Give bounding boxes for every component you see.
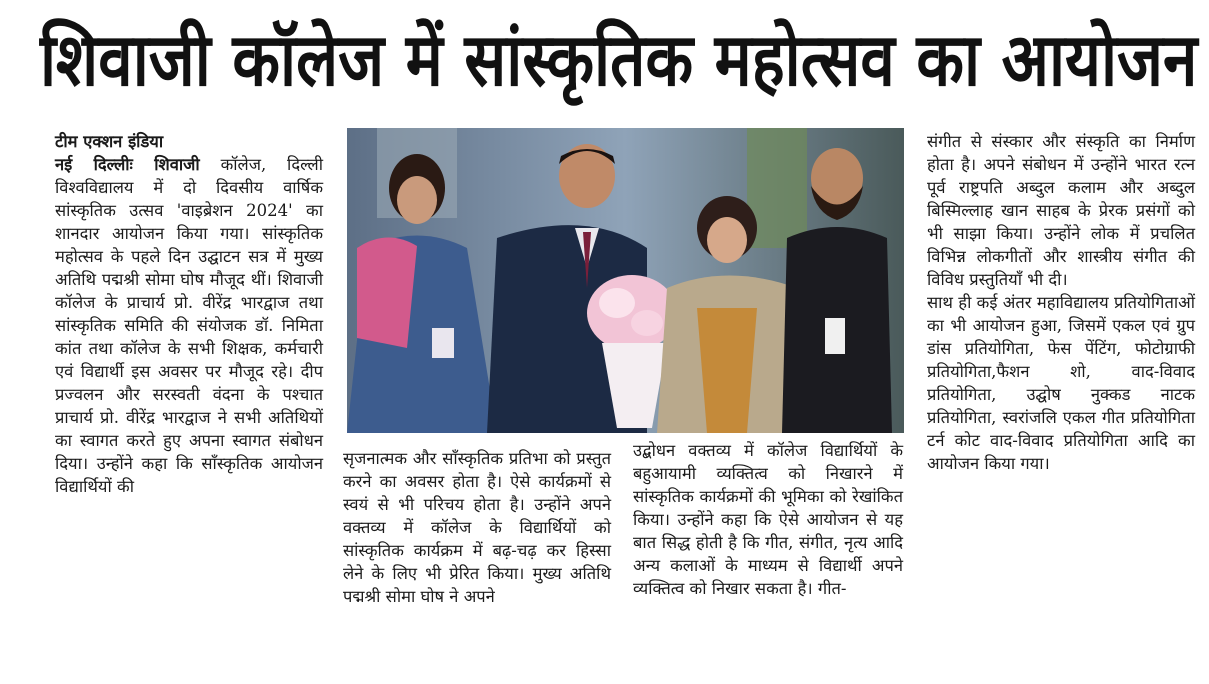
- column-3-text: उद्बोधन वक्तव्य में कॉलेज विद्यार्थियों के बहुआयामी व्यक्तित्व को निखारने में सांस्कृतिक कार्यक्रमों की भूमिका को रेखांकित किया। उन्होंने कहा कि ऐसे आयोजन से यह बात सिद्ध होती है कि गीत, संगीत, नृत्य आदि अन्य कलाओं के माध्यम से विद्यार्थी अपने व्यक्तित्व को निखार सकता है। गीत-: [633, 441, 903, 598]
- article-column-4: [927, 130, 1195, 475]
- column-1-text: कॉलेज, दिल्ली विश्वविद्यालय में दो दिवसीय वार्षिक सांस्कृतिक उत्सव 'वाइब्रेशन 2024' का शानदार आयोजन किया गया। सांस्कृतिक महोत्सव के पहले दिन उद्घाटन सत्र में मुख्य अतिथि पद्मश्री सोमा घोष मौजूद थीं। शिवाजी कॉलेज के प्राचार्य प्रो. वीरेंद्र भारद्वाज तथा सांस्कृतिक समिति की संयोजक डॉ. निमिता कांत तथा कॉलेज के सभी शिक्षक, कर्मचारी एवं विद्यार्थी इस अवसर पर मौजूद रहे। दीप प्रज्वलन और सरस्वती वंदना के पश्चात प्राचार्य प्रो. वीरेंद्र भारद्वाज ने सभी अतिथियों का स्वागत करते हुए अपना स्वागत संबोधन दिया। उन्होंने कहा कि साँस्कृतिक आयोजन विद्यार्थियों की: [55, 155, 323, 496]
- dateline: नई दिल्लीः शिवाजी: [55, 155, 200, 174]
- article-column-1: [55, 130, 323, 498]
- headline: शिवाजी कॉलेज में सांस्कृतिक महोत्सव का आयोजन: [40, 16, 1198, 103]
- event-photo: [347, 128, 904, 433]
- article-column-2: [343, 447, 611, 608]
- column-4-paragraph-1: संगीत से संस्कार और संस्कृति का निर्माण होता है। अपने संबोधन में उन्होंने भारत रत्न पूर्व राष्ट्रपति अब्दुल कलाम और अब्दुल बिस्मिल्लाह खान साहब के प्रेरक प्रसंगों को भी साझा किया। उन्होंने लोक में प्रचलित विभिन्न लोकगीतों और शास्त्रीय संगीत की विविध प्रस्तुतियाँ भी दी।: [927, 132, 1195, 289]
- column-2-text: सृजनात्मक और साँस्कृतिक प्रतिभा को प्रस्तुत करने का अवसर होता है। ऐसे कार्यक्रमों से स्वयं से भी परिचय होता है। उन्होंने अपने वक्तव्य में कॉलेज के विद्यार्थियों को सांस्कृतिक कार्यक्रम में बढ़-चढ़ कर हिस्सा लेने के लिए भी प्रेरित किया। मुख्य अतिथि पद्मश्री सोमा घोष ने अपने: [343, 449, 611, 606]
- event-photo-illustration: [347, 128, 904, 433]
- column-4-paragraph-2: साथ ही कई अंतर महाविद्यालय प्रतियोगिताओं का भी आयोजन हुआ, जिसमें एकल एवं ग्रुप डांस प्रतियोगिता, फेस पेंटिंग, फोटोग्राफी प्रतियोगिता,फैशन शो, वाद-विवाद प्रतियोगिता, उद्घोष नुक्कड नाटक प्रतियोगिता, स्वरांजलि एकल गीत प्रतियोगिता टर्न कोट वाद-विवाद प्रतियोगिता आदि का आयोजन किया गया।: [927, 293, 1195, 473]
- article-column-3: [633, 439, 903, 600]
- column-1-paragraph: [55, 153, 323, 498]
- byline: टीम एक्शन इंडिया: [55, 132, 164, 151]
